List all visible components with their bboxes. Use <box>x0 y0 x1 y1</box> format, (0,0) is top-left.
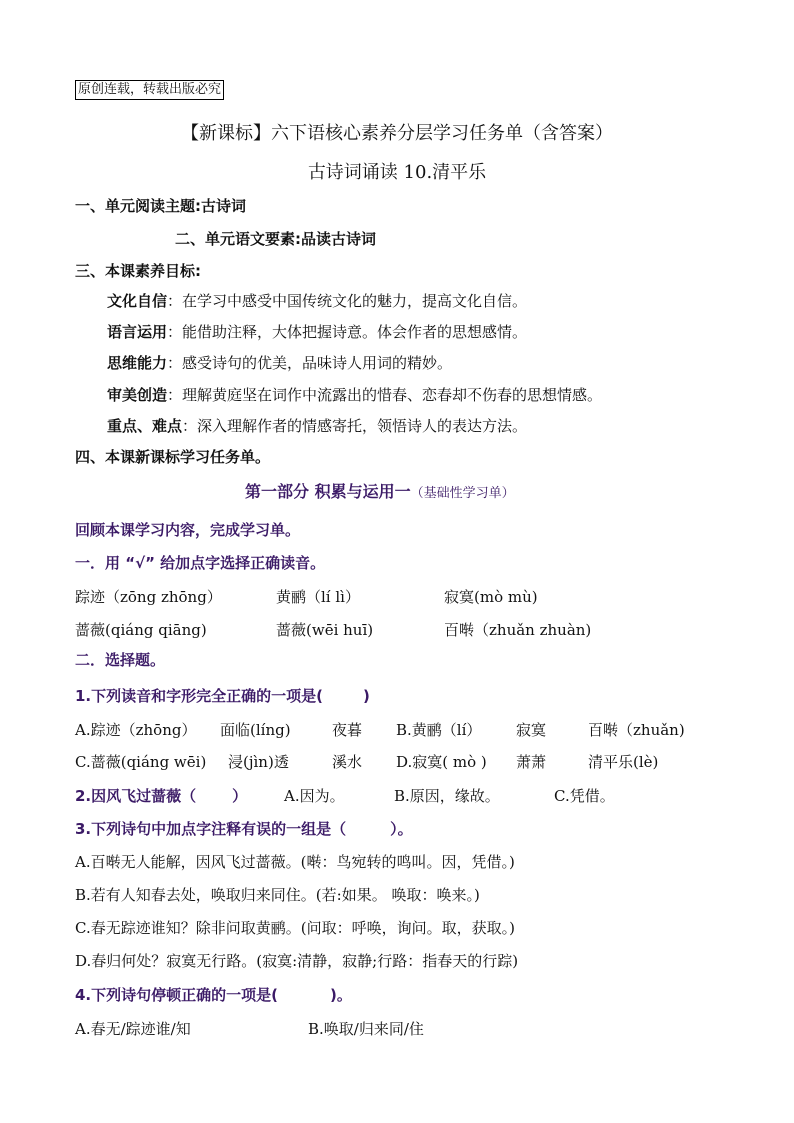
goal-label: 文化自信 <box>107 292 168 310</box>
goal-label: 审美创造 <box>107 386 168 404</box>
option[interactable]: C.春无踪迹谁知？除非问取黄鹂。(问取：呼唤，询问。取，获取。) <box>75 919 515 937</box>
goal-label: 重点、难点 <box>107 417 183 435</box>
option-part: 面临(líng) <box>220 721 291 739</box>
option-part: 寂寞 <box>516 721 547 739</box>
option[interactable]: A.百啭无人能解，因风飞过蔷薇。(啭：鸟宛转的鸣叫。因，凭借。) <box>75 853 515 871</box>
section-unit-element <box>175 229 376 249</box>
section-goals-heading: 三、本课素养目标: <box>75 262 201 280</box>
option-part: 浸(jìn)透 <box>228 753 289 771</box>
option[interactable]: B.若有人知春去处，唤取归来同住。(若:如果。 唤取：唤来。) <box>75 886 480 904</box>
part-heading-note: （基础性学习单） <box>410 486 515 501</box>
option[interactable]: C.凭借。 <box>554 787 615 805</box>
stem-end: ) <box>363 687 370 705</box>
pinyin-choice[interactable]: 蔷薇(qiáng qiāng) <box>75 621 207 639</box>
question-stem <box>75 819 413 839</box>
goal-text: ：感受诗句的优美，品味诗人用词的精妙。 <box>167 354 453 372</box>
stem-text: 1.下列读音和字形完全正确的一项是( <box>75 687 323 705</box>
part-heading <box>245 482 515 504</box>
goal-item <box>107 385 602 405</box>
pinyin-choice[interactable]: 蔷薇(wēi huī) <box>276 621 374 639</box>
question-row <box>75 786 247 806</box>
stem-end: ） <box>232 787 248 805</box>
pinyin-choice[interactable]: 百啭（zhuǎn zhuàn) <box>444 621 592 639</box>
stem-text: 2.因风飞过蔷薇（ <box>75 787 197 805</box>
section-value: 品读古诗词 <box>301 230 377 248</box>
question-stem <box>75 686 370 706</box>
section-label: 二、单元语文要素: <box>175 230 301 248</box>
copyright-stamp: 原创连载，转载出版必究 <box>75 80 224 100</box>
pinyin-choice[interactable]: 踪迹（zōng zhōng） <box>75 588 222 606</box>
goal-text: ：在学习中感受中国传统文化的魅力，提高文化自信。 <box>167 292 528 310</box>
section-label: 一、单元阅读主题: <box>75 197 201 215</box>
question-title: 二．选择题。 <box>75 651 166 669</box>
stem-end: )。 <box>330 986 352 1004</box>
document-subtitle: 古诗词诵读 10.清平乐 <box>307 162 487 183</box>
section-task-sheet: 四、本课新课标学习任务单。 <box>75 448 271 466</box>
document-title: 【新课标】六下语核心素养分层学习任务单（含答案） <box>181 123 613 144</box>
option-part: 百啭（zhuǎn) <box>588 721 685 739</box>
option-part: 夜暮 <box>332 721 363 739</box>
option-part: 清平乐(lè) <box>588 753 659 771</box>
stem-text: 4.下列诗句停顿正确的一项是( <box>75 986 278 1004</box>
option-part: 溪水 <box>332 753 363 771</box>
option[interactable]: A.踪迹（zhōng） <box>75 721 197 739</box>
goal-item <box>107 353 452 373</box>
section-value: 古诗词 <box>201 197 247 215</box>
part-heading-text: 第一部分 积累与运用一 <box>245 482 411 501</box>
question-title: 一．用 “√” 给加点字选择正确读音。 <box>75 554 326 572</box>
pinyin-choice[interactable]: 寂寞(mò mù) <box>444 588 538 606</box>
goal-label: 思维能力 <box>107 354 168 372</box>
option[interactable]: B.原因，缘故。 <box>394 787 500 805</box>
goal-item <box>107 322 527 342</box>
option[interactable]: A.因为。 <box>284 787 345 805</box>
question-stem <box>75 985 352 1005</box>
goal-text: ：能借助注释，大体把握诗意。体会作者的思想感情。 <box>167 323 528 341</box>
option[interactable]: D.春归何处？寂寞无行路。(寂寞:清静，寂静;行路：指春天的行踪) <box>75 952 519 970</box>
goal-text: ：理解黄庭坚在词作中流露出的惜春、恋春却不伤春的思想情感。 <box>167 386 603 404</box>
goal-item <box>107 291 527 311</box>
option[interactable]: A.春无/踪迹谁/知 <box>75 1020 191 1038</box>
section-unit-theme <box>75 196 246 216</box>
option[interactable]: C.蔷薇(qiáng wēi) <box>75 753 207 771</box>
pinyin-choice[interactable]: 黄鹂（lí lì） <box>276 588 360 606</box>
goal-text: ：深入理解作者的情感寄托，领悟诗人的表达方法。 <box>182 417 528 435</box>
option-part: 萧萧 <box>516 753 547 771</box>
option[interactable]: B.黄鹂（lí） <box>396 721 482 739</box>
stem-end: ）。 <box>390 820 413 838</box>
option[interactable]: B.唤取/归来同/住 <box>308 1020 424 1038</box>
part-intro: 回顾本课学习内容，完成学习单。 <box>75 521 301 539</box>
stem-text: 3.下列诗句中加点字注释有误的一组是（ <box>75 820 347 838</box>
goal-label: 语言运用 <box>107 323 168 341</box>
goal-item <box>107 416 527 436</box>
option[interactable]: D.寂寞( mò ) <box>396 753 487 771</box>
